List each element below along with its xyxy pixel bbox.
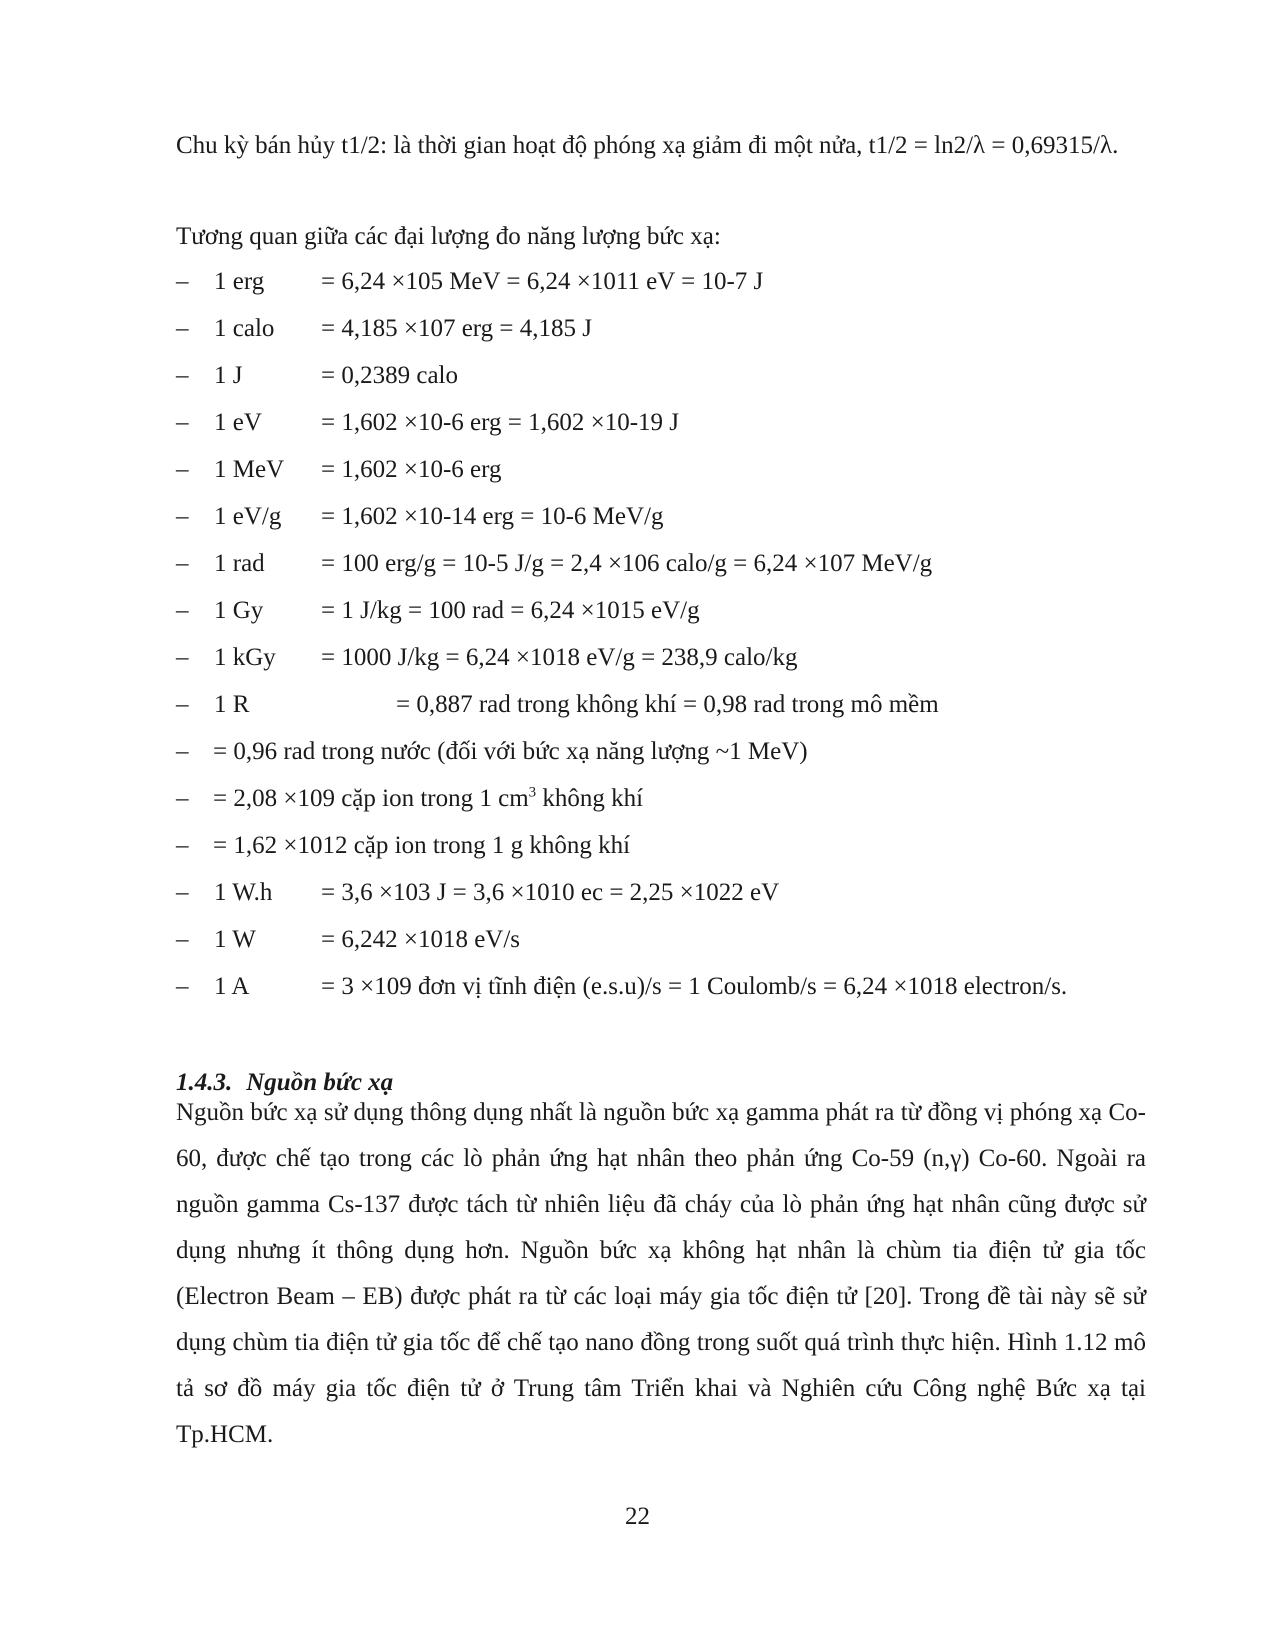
conversion-unit: 1 erg <box>214 268 265 295</box>
conversion-value-text: không khí <box>536 785 644 812</box>
conversion-unit: 1 W.h <box>214 879 273 906</box>
conversion-unit: 1 kGy <box>214 644 276 671</box>
conversion-value: = 0,887 rad trong không khí = 0,98 rad trong mô mềm <box>396 691 939 718</box>
list-dash: – <box>176 973 189 1000</box>
conversion-unit: 1 A <box>214 973 250 1000</box>
conversion-unit: 1 R <box>214 691 250 718</box>
section-title: Nguồn bức xạ <box>246 1069 394 1096</box>
conversion-value: = 4,185 ×107 erg = 4,185 J <box>321 315 592 342</box>
list-dash: – <box>176 315 189 342</box>
section-body-paragraph: Nguồn bức xạ sử dụng thông dụng nhất là nguồn bức xạ gamma phát ra từ đồng vị phóng xạ Co-60, được chế tạo trong các lò phản ứng hạt nhân theo phản ứng Co-59 (n,γ) Co-60. Ngoài ra nguồn gamma Cs-137 được tách từ nhiên liệu đã cháy của lò phản ứng hạt nhân cũng được sử dụng nhưng ít thông dụng hơn. Nguồn bức xạ không hạt nhân là chùm tia điện tử gia tốc (Electron Beam – EB) được phát ra từ các loại máy gia tốc điện tử [20]. Trong đề tài này sẽ sử dụng chùm tia điện tử gia tốc để chế tạo nano đồng trong suốt quá trình thực hiện. Hình 1.12 mô tả sơ đồ máy gia tốc điện tử ở Trung tâm Triển khai và Nghiên cứu Công nghệ Bức xạ tại Tp.HCM. <box>176 1099 1146 1448</box>
list-dash: – <box>176 503 189 530</box>
conversion-value: = 1,602 ×10-6 erg = 1,602 ×10-19 J <box>321 409 679 436</box>
conversion-unit: 1 J <box>214 362 243 389</box>
list-dash: – <box>176 879 189 906</box>
half-life-paragraph: Chu kỳ bán hủy t1/2: là thời gian hoạt độ phóng xạ giảm đi một nửa, t1/2 = ln2/λ = 0,69315/λ. <box>176 132 1119 159</box>
section-number: 1.4.3. <box>176 1069 233 1096</box>
conversion-unit: 1 W <box>214 926 256 953</box>
list-dash: – <box>176 832 189 859</box>
list-dash: – <box>176 550 189 577</box>
list-dash: – <box>176 738 189 765</box>
page-number: 22 <box>625 1503 650 1530</box>
conversion-value-text: = 2,08 ×109 cặp ion trong 1 cm <box>213 785 529 812</box>
conversion-unit: 1 Gy <box>214 597 264 624</box>
list-dash: – <box>176 644 189 671</box>
conversion-value: = 1000 J/kg = 6,24 ×1018 eV/g = 238,9 calo/kg <box>321 644 798 671</box>
conversion-value: = 0,2389 calo <box>321 362 458 389</box>
conversion-value <box>213 784 643 814</box>
list-dash: – <box>176 268 189 295</box>
conversion-unit: 1 rad <box>214 550 265 577</box>
conversion-value: = 1,62 ×1012 cặp ion trong 1 g không khí <box>213 832 631 859</box>
conversion-value: = 3,6 ×103 J = 3,6 ×1010 ec = 2,25 ×1022 eV <box>321 879 780 906</box>
conversion-value: = 1,602 ×10-6 erg <box>321 456 502 483</box>
conversion-unit: 1 eV/g <box>214 503 282 530</box>
conversion-value: = 1,602 ×10-14 erg = 10-6 MeV/g <box>321 503 664 530</box>
correlation-title: Tương quan giữa các đại lượng đo năng lượng bức xạ: <box>176 223 721 250</box>
list-dash: – <box>176 785 189 812</box>
conversion-value: = 100 erg/g = 10-5 J/g = 2,4 ×106 calo/g = 6,24 ×107 MeV/g <box>321 550 933 577</box>
conversion-value: = 1 J/kg = 100 rad = 6,24 ×1015 eV/g <box>321 597 700 624</box>
conversion-value: = 6,242 ×1018 eV/s <box>321 926 521 953</box>
list-dash: – <box>176 362 189 389</box>
conversion-value: = 3 ×109 đơn vị tĩnh điện (e.s.u)/s = 1 Coulomb/s = 6,24 ×1018 electron/s. <box>321 973 1068 1000</box>
list-dash: – <box>176 597 189 624</box>
conversion-value: = 0,96 rad trong nước (đối với bức xạ năng lượng ~1 MeV) <box>213 738 808 765</box>
list-dash: – <box>176 926 189 953</box>
list-dash: – <box>176 409 189 436</box>
list-dash: – <box>176 456 189 483</box>
list-dash: – <box>176 691 189 718</box>
conversion-unit: 1 calo <box>214 315 275 342</box>
conversion-unit: 1 MeV <box>214 456 285 483</box>
conversion-unit: 1 eV <box>214 409 262 436</box>
conversion-value: = 6,24 ×105 MeV = 6,24 ×1011 eV = 10-7 J <box>321 268 764 295</box>
superscript-exponent: 3 <box>528 784 537 801</box>
